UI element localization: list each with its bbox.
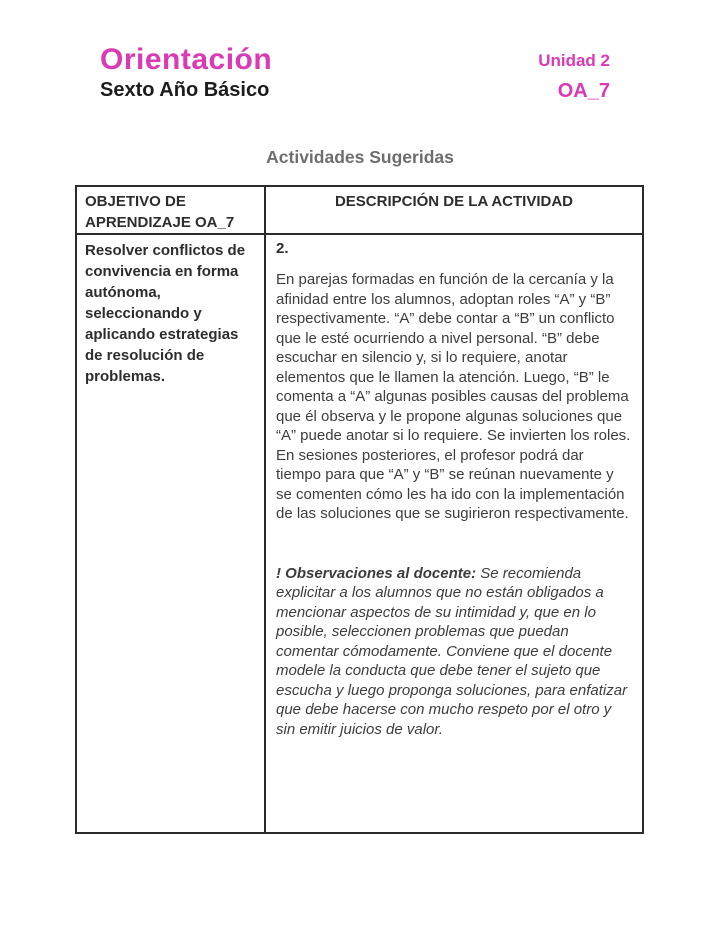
objective-header-cell (77, 187, 266, 235)
header-left (100, 44, 272, 102)
description-header-text: DESCRIPCIÓN DE LA ACTIVIDAD (334, 193, 574, 210)
activity-cell (266, 235, 642, 832)
subject-title: Orientación (100, 43, 273, 76)
oa-code-label: OA_7 (557, 80, 610, 102)
unit-label: Unidad 2 (538, 51, 610, 70)
section-title: Actividades Sugeridas (266, 147, 454, 167)
teacher-note (276, 564, 632, 740)
description-header-cell (266, 187, 642, 235)
activity-number: 2. (276, 240, 289, 257)
objective-text: Resolver conflictos de convivencia en forma autónoma, seleccionando y aplicando estrategias de resolución de problemas. (85, 242, 246, 385)
activity-cell-content (266, 235, 642, 739)
objective-cell (77, 235, 266, 832)
objective-header-text: OBJETIVO DE APRENDIZAJE OA_7 (85, 193, 235, 231)
grade-subtitle: Sexto Año Básico (100, 79, 270, 101)
activity-description: En parejas formadas en función de la cercanía y la afinidad entre los alumnos, adoptan roles “A” y “B” respectivamente. “A” debe contar a “B” un conflicto que le esté ocurriendo a nivel personal. “B” debe escuchar en silencio y, si lo requiere, anotar elementos que le llamen la atención. Luego, “B” le comenta a “A” algunas posibles causas del problema que él observa y le propone algunas soluciones que “A” puede anotar si lo requiere. Se invierten los roles. En sesiones posteriores, el profesor podrá dar tiempo para que “A” y “B” se reúnan nuevamente y se comenten cómo les ha ido con la implementación de las soluciones que se sugirieron respectivamente. (276, 271, 631, 522)
activities-table (75, 185, 644, 834)
header-right (538, 50, 610, 104)
teacher-note-label: ! Observaciones al docente: (276, 564, 477, 582)
teacher-note-text: Se recomienda explicitar a los alumnos que no están obligados a mencionar aspectos de su intimidad y, que en lo posible, seleccionen problemas que puedan comentar cómodamente. Conviene que el docente modele la conducta que debe tener el sujeto que escucha y luego proponga soluciones, para enfatizar que debe hacerse con mucho respeto por el otro y sin emitir juicios de valor. (276, 564, 628, 738)
